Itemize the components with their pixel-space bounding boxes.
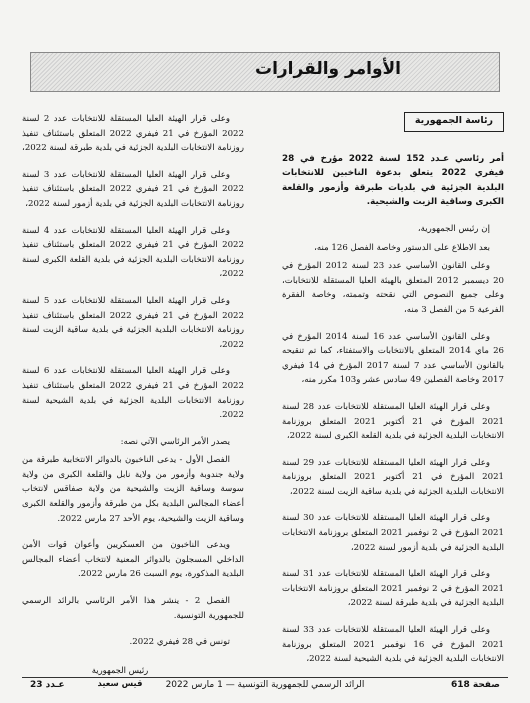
article-2: الفصل 2 - ينشر هذا الأمر الرئاسي بالرائد الرسمي للجمهورية التونسية. <box>22 596 244 621</box>
preamble-decision-28: وعلى قرار الهيئة العليا المستقلة للانتخابات عدد 28 لسنة 2021 المؤرخ في 21 أكتوبر 2021 المتعلق بروزنامة الانتخابات البلدية الجزئية في بلدية القلعة الكبرى لسنة 2022، <box>282 401 505 442</box>
footer-issue-number: عـدد 23 <box>30 680 65 690</box>
preamble-constitution: بعد الاطلاع على الدستور وخاصة الفصل 126 منه، <box>314 242 490 253</box>
date-line: تونس في 28 فيفري 2022. <box>129 637 230 648</box>
enactment-formula: يصدر الأمر الرئاسي الآتي نصه: <box>120 436 230 447</box>
left-column <box>22 112 244 690</box>
preamble-decision-2: وعلى قرار الهيئة العليا المستقلة للانتخابات عدد 2 لسنة 2022 المؤرخ في 21 فيفري 2022 المتعلق باستئناف تنفيذ روزنامة الانتخابات البلدية الجزئية في بلدية طبرقة لسنة 2022، <box>22 114 244 154</box>
signature-title: رئيس الجمهورية <box>91 664 149 675</box>
preamble-decision-33: وعلى قرار الهيئة العليا المستقلة للانتخابات عدد 33 لسنة 2021 المؤرخ في 16 نوفمبر 2021 المتعلق بروزنامة الانتخابات البلدية الجزئية في بلدية الشيحية لسنة 2022، <box>282 625 504 665</box>
article-1-military: ويدعى الناخبون من العسكريين وأعوان قوات الأمن الداخلي المسجلون بالدوائر المعنية لانتخاب أعضاء المجالس البلدية المذكورة، يوم السبت 26 مارس 2022. <box>22 540 244 580</box>
preamble-decision-3: وعلى قرار الهيئة العليا المستقلة للانتخابات عدد 3 لسنة 2022 المؤرخ في 21 فيفري 2022 المتعلق باستئناف تنفيذ روزنامة الانتخابات البلدية الجزئية في بلدية أزمور لسنة 2022، <box>22 169 244 209</box>
footer-divider <box>22 677 508 678</box>
preamble-law-2012: وعلى القانون الأساسي عدد 23 لسنة 2012 المؤرخ في 20 ديسمبر 2012 المتعلق بالهيئة العليا المستقلة للانتخابات، وعلى جميع النصوص التي نقحته وتممته، وخاصة الفقرة الفرعية 5 من الفصل 3 منه، <box>282 261 504 315</box>
section-label: رئاسة الجمهورية <box>404 112 504 132</box>
page-footer <box>30 680 500 694</box>
order-title: أمر رئاسي عـدد 152 لسنة 2022 مؤرخ في 28 فيفري 2022 يتعلق بدعوة الناخبين للانتخابات البلدية الجزئية في بلديات طبرقة وأزمور والقلعة الكبرى وساقية الزيت والشيحية. <box>282 153 504 208</box>
preamble-law-2014: وعلى القانون الأساسي عدد 16 لسنة 2014 المؤرخ في 26 ماي 2014 المتعلق بالانتخابات والاستفتاء، كما تم تنقيحه بالقانون الأساسي عدد 7 لسنة 2017 المؤرخ في 14 فيفري 2017 وخاصة الفصلين 49 سادس عشر و103 مكرر منه، <box>282 331 505 386</box>
header-banner <box>30 52 500 92</box>
page-title: الأوامر والقرارات <box>254 59 401 79</box>
preamble-decision-4: وعلى قرار الهيئة العليا المستقلة للانتخابات عدد 4 لسنة 2022 المؤرخ في 21 فيفري 2022 المتعلق باستئناف تنفيذ روزنامة الانتخابات البلدية الجزئية في بلدية القلعة الكبرى لسنة 2022، <box>22 225 244 280</box>
footer-publication: الرائد الرسمي للجمهورية التونسية — 1 مارس 2022 <box>165 680 365 690</box>
article-1: الفصل الأول - يدعى الناخبون بالدوائر الانتخابية طبرقة من ولاية جندوبة وأزمور من ولاية نابل والقلعة الكبرى من ولاية سوسة وساقية الزيت والشيحية من ولاية صفاقس لانتخاب أعضاء المجالس البلدية بكل من طبرقة وأزمور والقلعة الكبرى وساقية الزيت والشيحية، يوم الأحد 27 مارس 2022. <box>22 455 244 524</box>
preamble-decision-31: وعلى قرار الهيئة العليا المستقلة للانتخابات عدد 31 لسنة 2021 المؤرخ في 2 نوفمبر 2021 المتعلق بروزنامة الانتخابات البلدية الجزئية في بلدية طبرقة لسنة 2022، <box>282 569 504 609</box>
footer-page-number: صفحة 618 <box>450 680 500 690</box>
preamble-decision-5: وعلى قرار الهيئة العليا المستقلة للانتخابات عدد 5 لسنة 2022 المؤرخ في 21 فيفري 2022 المتعلق باستئناف تنفيذ روزنامة الانتخابات البلدية الجزئية في بلدية ساقية الزيت لسنة 2022، <box>22 295 244 350</box>
preamble-decision-30: وعلى قرار الهيئة العليا المستقلة للانتخابات عدد 30 لسنة 2021 المؤرخ في 2 نوفمبر 2021 المتعلق بروزنامة الانتخابات البلدية الجزئية في بلدية أزمور لسنة 2022، <box>282 513 504 553</box>
preamble-decision-29: وعلى قرار الهيئة العليا المستقلة للانتخابات عدد 29 لسنة 2021 المؤرخ في 21 أكتوبر 2021 المتعلق بروزنامة الانتخابات البلدية الجزئية في بلدية ساقية الزيت لسنة 2022، <box>282 457 505 497</box>
preamble-president: إن رئيس الجمهورية، <box>417 223 490 234</box>
signature-name: قيس سعيد <box>97 677 143 688</box>
preamble-decision-6: وعلى قرار الهيئة العليا المستقلة للانتخابات عدد 6 لسنة 2022 المؤرخ في 21 فيفري 2022 المتعلق باستئناف تنفيذ روزنامة الانتخابات البلدية الجزئية في بلدية الشيحية لسنة 2022. <box>22 366 244 421</box>
right-column <box>282 112 504 671</box>
